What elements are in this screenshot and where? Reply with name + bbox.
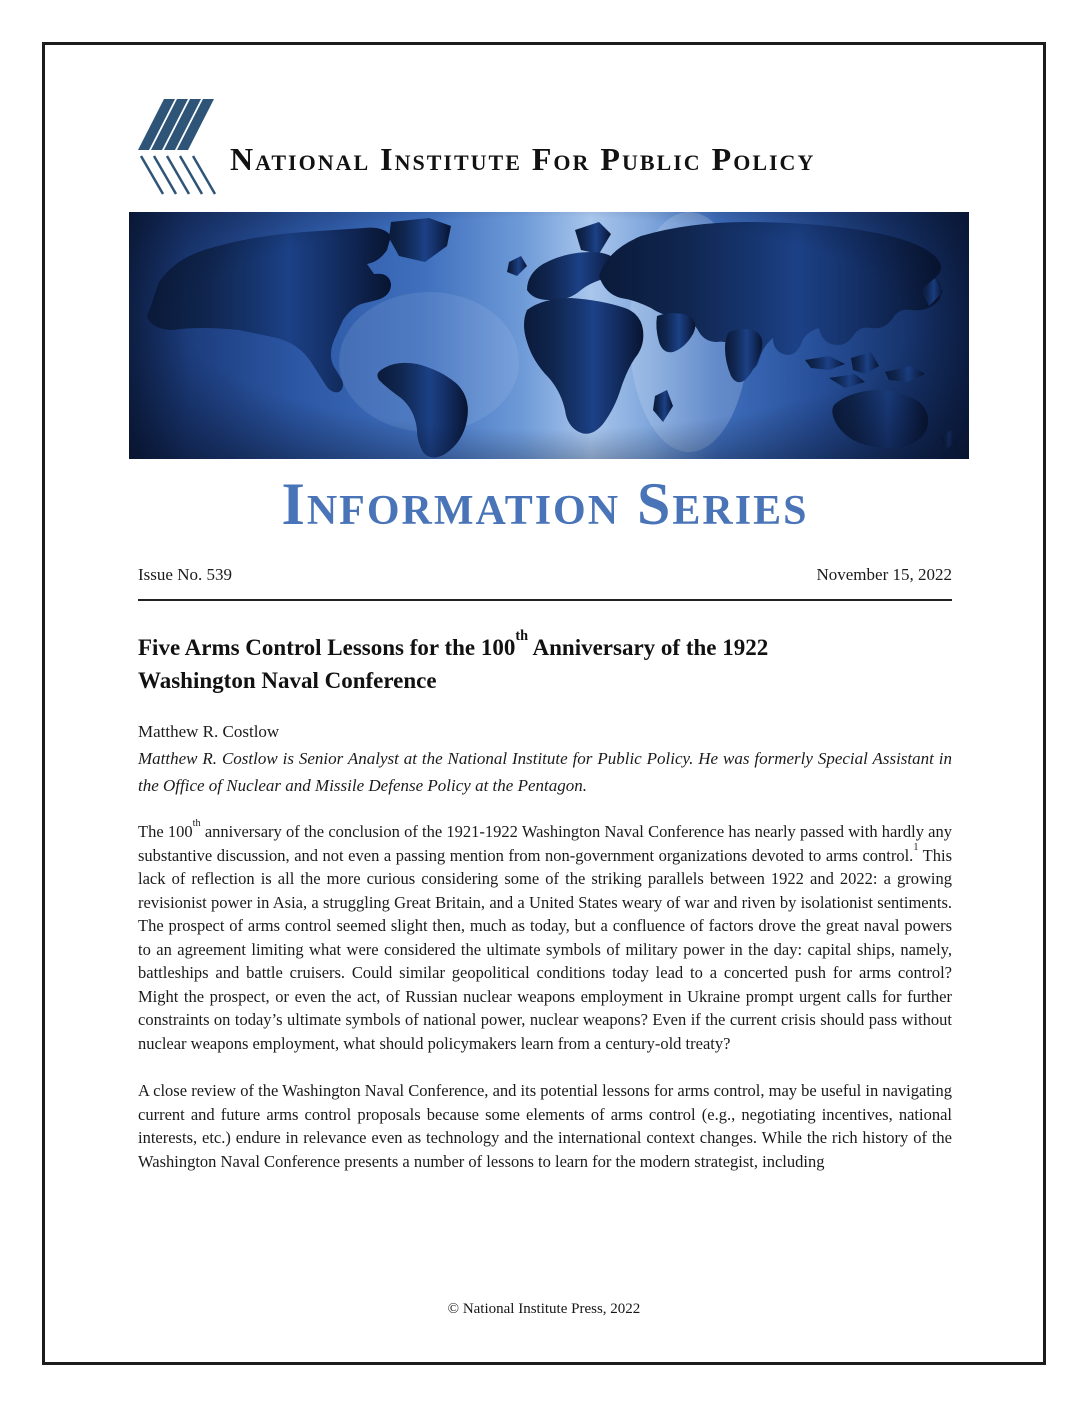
document-page [42,42,1046,1365]
article-title-line2: Washington Naval Conference [138,668,437,693]
author-name: Matthew R. Costlow [138,722,280,741]
paragraph-2: A close review of the Washington Naval Conference, and its potential lessons for arms control, may be useful in navigating current and future arms control proposals because some elements of arms control (e.g., negotiating incentives, national interests, etc.) endure in relevance even as technology and the international context changes. While the rich history of the Washington Naval Conference presents a number of lessons to learn for the modern strategist, including [138,1081,952,1171]
divider-rule [138,599,952,601]
copyright-footer: © National Institute Press, 2022 [447,1301,641,1317]
ordinal-sup: th [192,818,201,830]
issue-date: November 15, 2022 [816,565,952,584]
article-title-line1: Five Arms Control Lessons for the 100th Anniversary of the 1922 [138,628,769,660]
series-title: Information Series [281,471,809,537]
footnote-marker: 1 [913,841,919,853]
world-map-banner [129,212,969,459]
title-ordinal-sup: th [515,628,529,645]
article-title [138,628,952,697]
paragraph-1: The 100th anniversary of the conclusion of the 1921-1922 Washington Naval Conference has nearly passed with hardly any substantive discussion, and not even a passing mention from non-government organizations devoted to arms control.$^1$ This lack of reflection is all the more curious considering some of the striking parallels between 1922 and 2022: a growing revisionist power in Asia, a struggling Great Britain, and a United States weary of war and riven by isolationist sentiments. The prospect of arms control seemed slight then, much as today, but a confluence of factors drove the great naval powers to an agreement limiting what were considered the ultimate symbols of military power in the day: capital ships, namely, battleships and battle cruisers. Could similar geopolitical conditions today lead to a concerted push for arms control? Might the prospect, or even the act, of Russian nuclear weapons employment in Ukraine prompt urgent calls for further constraints on today’s ultimate symbols of national power, nuclear weapons? Even if the current crisis should pass without nuclear weapons employment, what should policymakers learn from a century-old treaty? [138,818,953,1053]
org-name: National Institute For Public Policy [230,141,816,177]
nipp-stripes-icon [138,93,218,199]
masthead [138,93,952,199]
author-bio: Matthew R. Costlow is Senior Analyst at the National Institute for Public Policy. He was formerly Special Assistant in the Office of Nuclear and Missile Defense Policy at the Pentagon. [138,749,952,795]
issue-row [138,565,952,585]
issue-number: Issue No. 539 [138,565,232,584]
